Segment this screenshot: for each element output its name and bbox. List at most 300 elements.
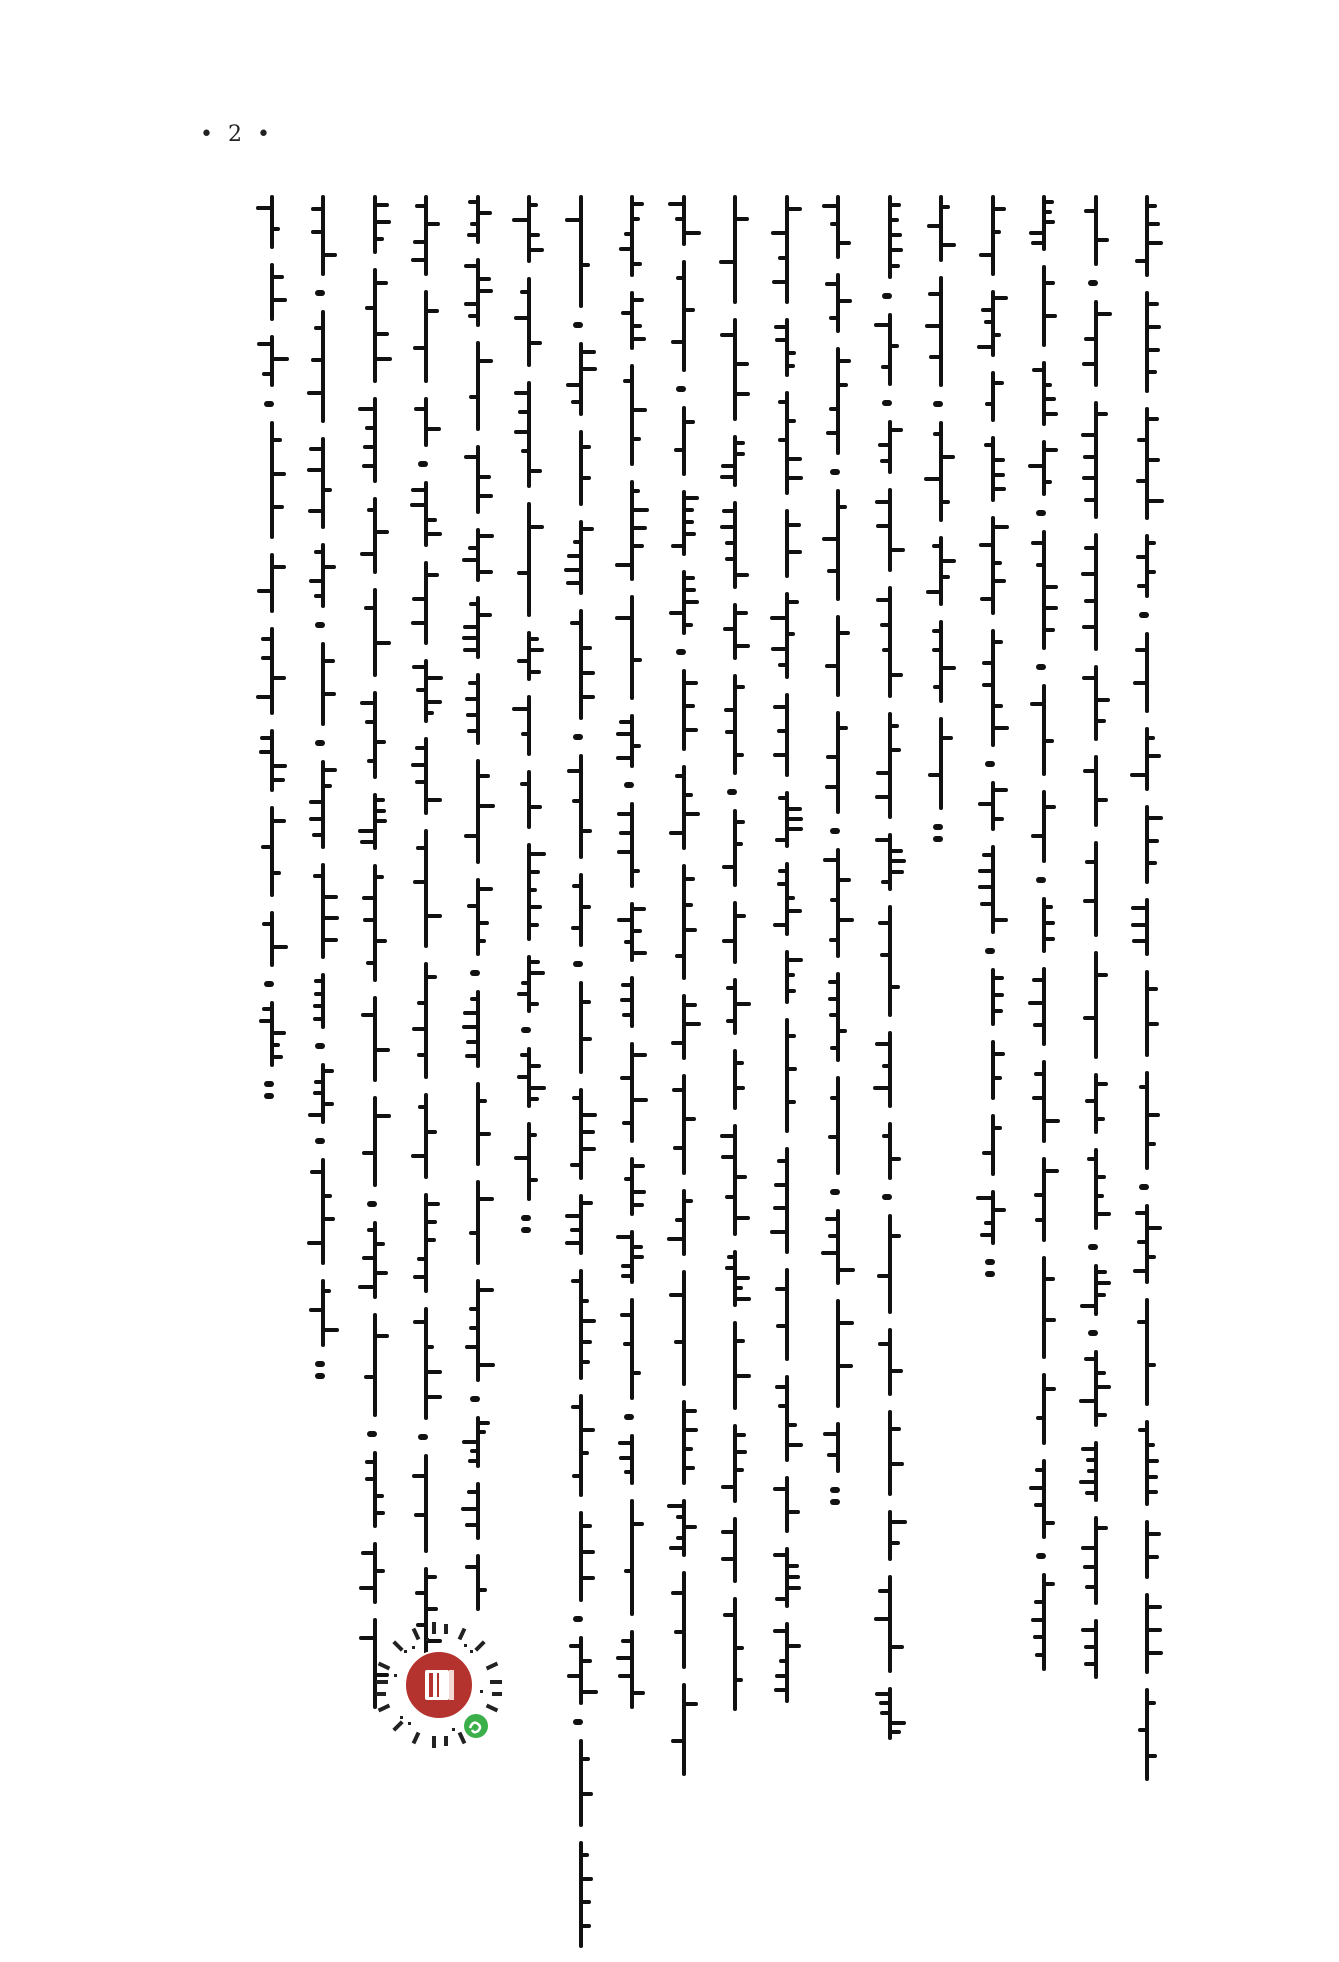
script-word [258, 263, 286, 321]
script-word [618, 1230, 646, 1284]
script-word [464, 673, 492, 745]
script-word [876, 1410, 904, 1496]
script-word [773, 693, 801, 777]
text-column [306, 195, 340, 1385]
script-word [309, 1158, 337, 1265]
script-word [412, 1454, 440, 1553]
text-column [770, 195, 804, 1717]
script-word [515, 502, 543, 617]
script-word [979, 195, 1007, 276]
script-word [515, 195, 543, 263]
script-word [876, 712, 904, 819]
script-word [1133, 1204, 1161, 1284]
script-word [927, 620, 955, 703]
script-word [258, 911, 286, 967]
full-stop-mark [521, 1227, 531, 1233]
script-word [515, 955, 543, 1013]
script-word [927, 195, 955, 262]
script-word [876, 1510, 904, 1561]
script-word [824, 195, 852, 259]
script-word [824, 1299, 852, 1408]
script-word [464, 1180, 492, 1265]
script-word [618, 291, 646, 350]
script-word [1133, 970, 1161, 1057]
script-word [412, 481, 440, 547]
text-column [976, 195, 1010, 1283]
script-word [670, 490, 698, 556]
script-word [670, 1571, 698, 1669]
script-word [670, 1683, 698, 1776]
script-word [979, 371, 1007, 422]
script-word [1030, 1459, 1058, 1539]
script-word [361, 864, 389, 982]
script-word [361, 397, 389, 483]
comma-mark [315, 622, 325, 628]
script-word [258, 806, 286, 897]
script-word [567, 195, 595, 308]
comma-mark [624, 1414, 634, 1420]
comma-mark [882, 293, 892, 299]
script-word [515, 1122, 543, 1201]
script-word [876, 1122, 904, 1180]
script-word [567, 609, 595, 720]
script-word [773, 195, 801, 304]
script-word [773, 862, 801, 936]
comma-mark [573, 1616, 583, 1622]
script-word [1030, 897, 1058, 953]
script-word [464, 258, 492, 327]
script-word [876, 488, 904, 572]
script-word [721, 318, 749, 421]
comma-mark [1088, 280, 1098, 286]
script-word [309, 195, 337, 276]
script-word [618, 1499, 646, 1616]
script-word [618, 195, 646, 277]
script-word [670, 765, 698, 850]
script-word [773, 1622, 801, 1703]
comma-mark [367, 1431, 377, 1437]
script-word [464, 1554, 492, 1611]
text-column [358, 195, 392, 1723]
comma-mark [573, 734, 583, 740]
script-word [721, 978, 749, 1035]
script-word [1030, 1373, 1058, 1445]
script-word [1082, 1441, 1110, 1502]
script-word [1030, 967, 1058, 1046]
script-word [773, 1268, 801, 1361]
text-column [718, 195, 752, 1725]
script-word [1030, 790, 1058, 863]
script-word [721, 1321, 749, 1410]
comma-mark [315, 1043, 325, 1049]
script-word [1030, 265, 1058, 347]
script-word [824, 711, 852, 814]
comma-mark [882, 400, 892, 406]
script-word [1082, 1619, 1110, 1679]
script-word [618, 1298, 646, 1400]
script-word [361, 1451, 389, 1528]
script-word [1030, 361, 1058, 426]
script-word [721, 603, 749, 660]
script-word [979, 290, 1007, 357]
script-word [1082, 1148, 1110, 1230]
script-word [721, 1124, 749, 1236]
script-word [309, 1063, 337, 1124]
full-stop-mark [315, 1373, 325, 1379]
text-column [1079, 195, 1113, 1693]
comma-mark [1036, 1553, 1046, 1559]
script-word [567, 1636, 595, 1705]
script-word [1082, 665, 1110, 741]
comma-mark [1036, 877, 1046, 883]
script-word [412, 962, 440, 1079]
comma-mark [882, 1194, 892, 1200]
comma-mark [418, 1434, 428, 1440]
script-word [618, 1434, 646, 1485]
script-word [773, 1476, 801, 1533]
comma-mark [315, 1138, 325, 1144]
script-word [721, 1597, 749, 1711]
script-word [515, 1047, 543, 1108]
comma-mark [573, 1719, 583, 1725]
script-word [1082, 195, 1110, 266]
comma-mark [1088, 1330, 1098, 1336]
script-word [773, 1147, 801, 1254]
comma-mark [985, 948, 995, 954]
script-word [309, 863, 337, 959]
script-word [361, 691, 389, 779]
comma-mark [1036, 664, 1046, 670]
comma-mark [315, 740, 325, 746]
script-word [824, 1209, 852, 1285]
script-word [721, 1517, 749, 1583]
script-word [258, 195, 286, 249]
script-word [618, 480, 646, 581]
text-column [1130, 195, 1164, 1795]
script-word [464, 195, 492, 244]
text-column [615, 195, 649, 1723]
script-word [309, 437, 337, 529]
script-word [464, 1482, 492, 1540]
script-word [670, 1189, 698, 1256]
script-word [1030, 530, 1058, 650]
script-word [876, 833, 904, 891]
script-word [773, 391, 801, 495]
script-word [567, 873, 595, 947]
full-stop-mark [264, 1093, 274, 1099]
script-word [1082, 755, 1110, 827]
script-word [1030, 1157, 1058, 1242]
script-word [361, 195, 389, 254]
script-word [979, 629, 1007, 747]
full-stop-mark [985, 1259, 995, 1265]
full-stop-mark [933, 824, 943, 830]
script-word [670, 669, 698, 751]
script-word [515, 770, 543, 829]
comma-mark [367, 1201, 377, 1207]
script-word [1133, 727, 1161, 791]
script-word [721, 195, 749, 304]
comma-mark [676, 649, 686, 655]
script-word [567, 1511, 595, 1602]
comma-mark [624, 782, 634, 788]
script-word [464, 1416, 492, 1468]
script-word [824, 273, 852, 333]
full-stop-mark [830, 1487, 840, 1493]
script-word [618, 1157, 646, 1216]
text-column [461, 195, 495, 1625]
script-word [670, 195, 698, 246]
script-word [464, 445, 492, 514]
script-word [361, 1221, 389, 1299]
script-word [464, 990, 492, 1068]
full-stop-mark [315, 1361, 325, 1367]
script-word [618, 976, 646, 1028]
script-word [618, 714, 646, 768]
script-word [464, 341, 492, 431]
script-word [515, 695, 543, 756]
text-column [255, 195, 289, 1105]
script-word [309, 543, 337, 608]
script-word [927, 276, 955, 387]
script-word [876, 905, 904, 1017]
comma-mark [418, 461, 428, 467]
script-word [258, 335, 286, 387]
script-word [1133, 1593, 1161, 1674]
comma-mark [315, 290, 325, 296]
script-word [361, 996, 389, 1082]
script-word [412, 1193, 440, 1293]
script-word [876, 1031, 904, 1108]
script-word [876, 1328, 904, 1396]
script-word [567, 754, 595, 859]
script-word [773, 318, 801, 377]
script-word [618, 595, 646, 700]
script-word [618, 902, 646, 962]
script-word [515, 277, 543, 367]
script-word [721, 501, 749, 589]
script-word [1030, 1573, 1058, 1671]
script-word [1133, 407, 1161, 520]
script-word [927, 717, 955, 810]
script-word [670, 1400, 698, 1485]
full-stop-mark [521, 1215, 531, 1221]
script-word [876, 1575, 904, 1673]
script-word [773, 791, 801, 848]
script-word [1030, 684, 1058, 776]
script-word [258, 1001, 286, 1067]
comma-mark [830, 469, 840, 475]
script-word [309, 642, 337, 726]
script-word [464, 878, 492, 956]
script-word [670, 1270, 698, 1386]
script-word [567, 430, 595, 506]
script-word [258, 729, 286, 792]
script-word [721, 1250, 749, 1307]
script-word [412, 561, 440, 645]
script-word [361, 793, 389, 850]
comma-mark [985, 761, 995, 767]
script-word [567, 1394, 595, 1497]
comma-mark [1088, 1244, 1098, 1250]
script-word [773, 509, 801, 578]
script-word [258, 627, 286, 715]
script-word [670, 260, 698, 372]
script-word [876, 313, 904, 386]
script-word [670, 1499, 698, 1557]
script-word [258, 421, 286, 539]
script-word [1133, 1420, 1161, 1506]
script-word [876, 1687, 904, 1740]
script-word [876, 195, 904, 279]
script-word [1133, 195, 1161, 277]
script-word [412, 195, 440, 276]
comma-mark [264, 401, 274, 407]
script-word [876, 586, 904, 698]
script-word [824, 489, 852, 601]
script-word [412, 737, 440, 815]
script-word [567, 1841, 595, 1948]
script-word [412, 1093, 440, 1179]
script-word [1133, 1688, 1161, 1781]
script-word [721, 435, 749, 487]
comma-mark [573, 961, 583, 967]
script-word [1082, 300, 1110, 387]
page-number: • 2 • [200, 122, 274, 147]
comma-mark [830, 1189, 840, 1195]
script-word [824, 848, 852, 958]
script-word [618, 364, 646, 466]
script-word [979, 516, 1007, 615]
script-word [1082, 841, 1110, 937]
comma-mark [1139, 612, 1149, 618]
script-word [309, 310, 337, 423]
script-word [824, 1076, 852, 1175]
script-word [979, 1040, 1007, 1100]
comma-mark [830, 828, 840, 834]
script-word [412, 397, 440, 447]
script-word [1133, 1520, 1161, 1579]
full-stop-mark [830, 1499, 840, 1505]
text-column [821, 195, 855, 1511]
full-stop-mark [985, 1271, 995, 1277]
script-word [876, 420, 904, 474]
script-word [876, 1214, 904, 1314]
script-word [721, 1049, 749, 1110]
script-word [618, 1630, 646, 1709]
mini-program-qr-icon[interactable] [374, 1620, 504, 1750]
script-word [618, 802, 646, 888]
script-word [258, 553, 286, 613]
script-word [515, 843, 543, 941]
script-word [567, 1269, 595, 1380]
script-word [773, 1547, 801, 1608]
script-word [567, 1739, 595, 1827]
script-word [721, 674, 749, 775]
comma-mark [264, 981, 274, 987]
script-word [567, 520, 595, 595]
script-word [309, 760, 337, 849]
script-word [309, 1279, 337, 1347]
comma-mark [521, 1027, 531, 1033]
script-word [1133, 291, 1161, 393]
script-word [361, 497, 389, 574]
script-word [1082, 1350, 1110, 1427]
script-word [567, 342, 595, 416]
script-word [1133, 1298, 1161, 1406]
script-word [979, 1190, 1007, 1245]
script-word [361, 588, 389, 677]
text-column [873, 195, 907, 1754]
script-word [1030, 195, 1058, 251]
script-word [1133, 805, 1161, 884]
script-word [773, 1375, 801, 1462]
script-word [567, 1194, 595, 1255]
script-word [361, 1096, 389, 1187]
script-word [979, 436, 1007, 502]
comma-mark [573, 322, 583, 328]
script-word [773, 950, 801, 1004]
script-word [412, 1307, 440, 1420]
comma-mark [470, 970, 480, 976]
script-word [1133, 534, 1161, 598]
script-word [412, 290, 440, 383]
script-word [464, 1279, 492, 1382]
script-word [979, 968, 1007, 1026]
script-word [567, 1088, 595, 1180]
script-word [1133, 898, 1161, 956]
script-word [1082, 1516, 1110, 1605]
script-word [1082, 533, 1110, 651]
script-word [927, 421, 955, 522]
script-word [670, 570, 698, 635]
script-word [1030, 1060, 1058, 1143]
script-word [567, 981, 595, 1074]
script-word [670, 864, 698, 980]
text-column [409, 195, 443, 1693]
script-word [721, 901, 749, 964]
script-word [670, 994, 698, 1060]
comma-mark [470, 1396, 480, 1402]
script-word [464, 528, 492, 582]
script-word [515, 381, 543, 488]
script-word [1133, 1071, 1161, 1170]
script-word [412, 659, 440, 723]
script-word [464, 1082, 492, 1166]
script-word [824, 1422, 852, 1473]
script-word [464, 596, 492, 659]
script-word [1030, 440, 1058, 496]
comma-mark [1036, 510, 1046, 516]
script-word [927, 536, 955, 606]
text-column [512, 195, 546, 1239]
script-word [979, 845, 1007, 934]
script-word [721, 1424, 749, 1503]
script-word [824, 347, 852, 455]
script-word [773, 592, 801, 679]
script-word [824, 972, 852, 1062]
script-word [464, 759, 492, 864]
script-word [1030, 1256, 1058, 1359]
comma-mark [1139, 1184, 1149, 1190]
script-word [824, 615, 852, 697]
text-column [924, 195, 958, 848]
text-column [667, 195, 701, 1790]
script-word [1082, 951, 1110, 1059]
script-word [361, 1542, 389, 1604]
script-word [412, 829, 440, 948]
script-word [670, 1074, 698, 1175]
